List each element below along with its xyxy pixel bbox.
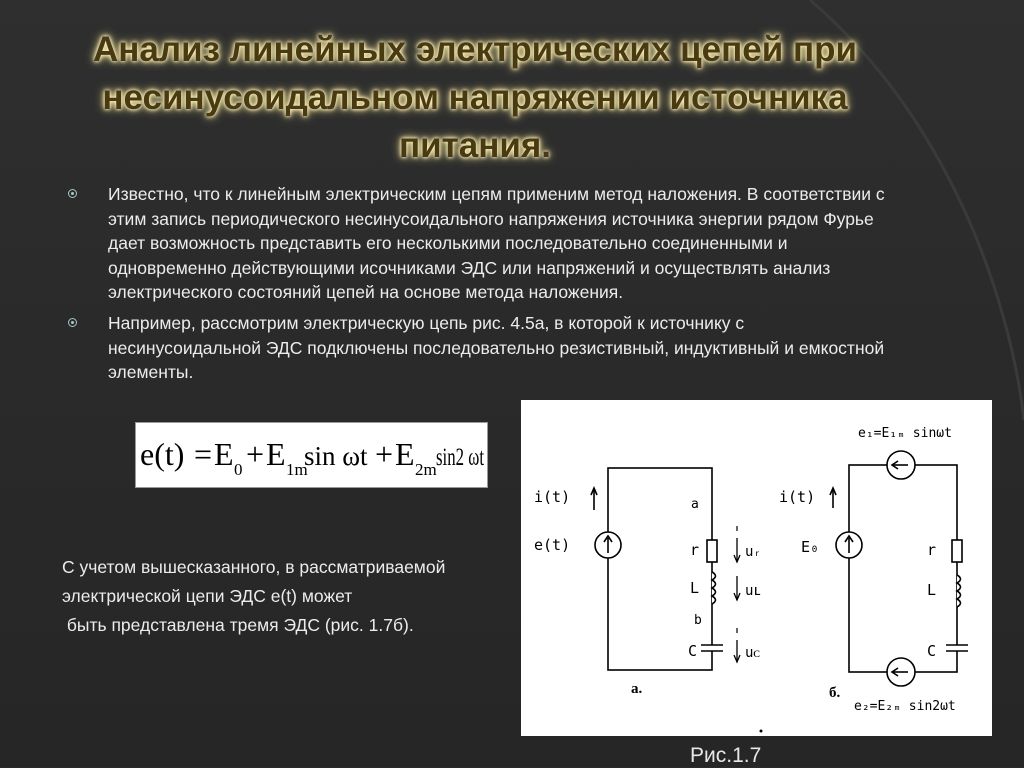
slide-title <box>60 26 890 170</box>
title-line-3: питания. <box>398 126 552 165</box>
title-line-2: несинусоидальном напряжении источника <box>102 78 848 117</box>
bullet-text: Например, рассмотрим электрическую цепь рис. 4.5а, в которой к источнику с несинусоидальной ЭДС подключены последовательно резистивный, индуктивный и емкостной элементы. <box>108 312 885 383</box>
bullet-icon <box>68 318 77 327</box>
circuit-b-current-label: i(t) <box>779 488 816 506</box>
circuit-a-L-label: L <box>690 579 700 597</box>
bullet-icon <box>68 189 77 198</box>
circuit-a-node-a: a <box>691 497 699 512</box>
formula-E0: E <box>214 436 234 472</box>
formula-sub-0: 0 <box>234 460 243 479</box>
circuit-figure <box>521 400 992 736</box>
bullet-item <box>68 311 888 385</box>
paragraph <box>62 553 512 640</box>
circuit-a-r-label: r <box>690 541 700 559</box>
circuit-b-wire <box>849 465 957 672</box>
dot-mark <box>760 730 763 733</box>
title-line-1: Анализ линейных электрических цепей при <box>93 30 857 69</box>
formula-box <box>135 422 488 488</box>
formula-term-2: sin2 ωt <box>436 444 485 471</box>
formula-sub-2m: 2m <box>415 460 437 479</box>
circuit-a-node-b: b <box>694 613 702 628</box>
formula-lhs: e(t) <box>140 436 185 472</box>
circuit-b-L-label: L <box>927 581 937 599</box>
circuit-a-current-label: i(t) <box>534 488 571 506</box>
circuit-a-uC-label: uᴄ <box>745 645 761 661</box>
formula-term-1: sin ωt <box>304 441 368 471</box>
formula-sub-1m: 1m <box>286 460 308 479</box>
circuit-b-caption: б. <box>829 685 841 701</box>
formula-equals: = <box>194 436 213 472</box>
circuit-a-uL-label: uʟ <box>745 583 762 599</box>
bullet-text: Известно, что к линейным электрическим цепям применим метод наложения. В соответствии с этим запись периодического несинусоидального напряжения источника энергии рядом Фурье дает возможность представить его несколькими последовательно соединенными и одновременно действующими исочниками ЭДС или напряжений и осуществлять анализ электрического состояний цепей на основе метода наложения. <box>108 184 885 303</box>
circuit-b-r-label: r <box>927 541 937 559</box>
resistor-icon <box>952 540 962 562</box>
paragraph-line-2: электрической цепи ЭДС e(t) может <box>62 586 353 606</box>
bullet-item <box>68 182 888 305</box>
circuit-a-ur-label: uᵣ <box>745 544 762 560</box>
bullet-list <box>68 182 888 391</box>
formula-E1: E <box>266 436 286 472</box>
circuit-b-e1-label: e₁=E₁ₘ sinωt <box>858 426 952 441</box>
figure-caption: Рис.1.7 <box>690 744 762 767</box>
formula-plus-1: + <box>246 436 265 472</box>
formula-plus-2: + <box>375 436 394 472</box>
circuit-a-source-label: e(t) <box>534 536 571 554</box>
formula-E2: E <box>395 436 415 472</box>
circuit-b-C-label: C <box>927 642 937 660</box>
circuit-b-e2-label: e₂=E₂ₘ sin2ωt <box>854 699 956 714</box>
circuit-a <box>591 468 740 670</box>
resistor-icon <box>707 540 717 562</box>
inductor-icon <box>712 572 716 604</box>
inductor-icon <box>957 575 961 607</box>
paragraph-line-3: быть представлена тремя ЭДС (рис. 1.7б). <box>62 615 414 635</box>
circuit-b <box>830 451 968 686</box>
paragraph-line-1: С учетом вышесказанного, в рассматриваемой <box>62 557 446 577</box>
circuit-a-C-label: C <box>688 642 698 660</box>
circuit-a-caption: а. <box>631 681 643 697</box>
circuit-b-source-label: E₀ <box>801 538 820 556</box>
